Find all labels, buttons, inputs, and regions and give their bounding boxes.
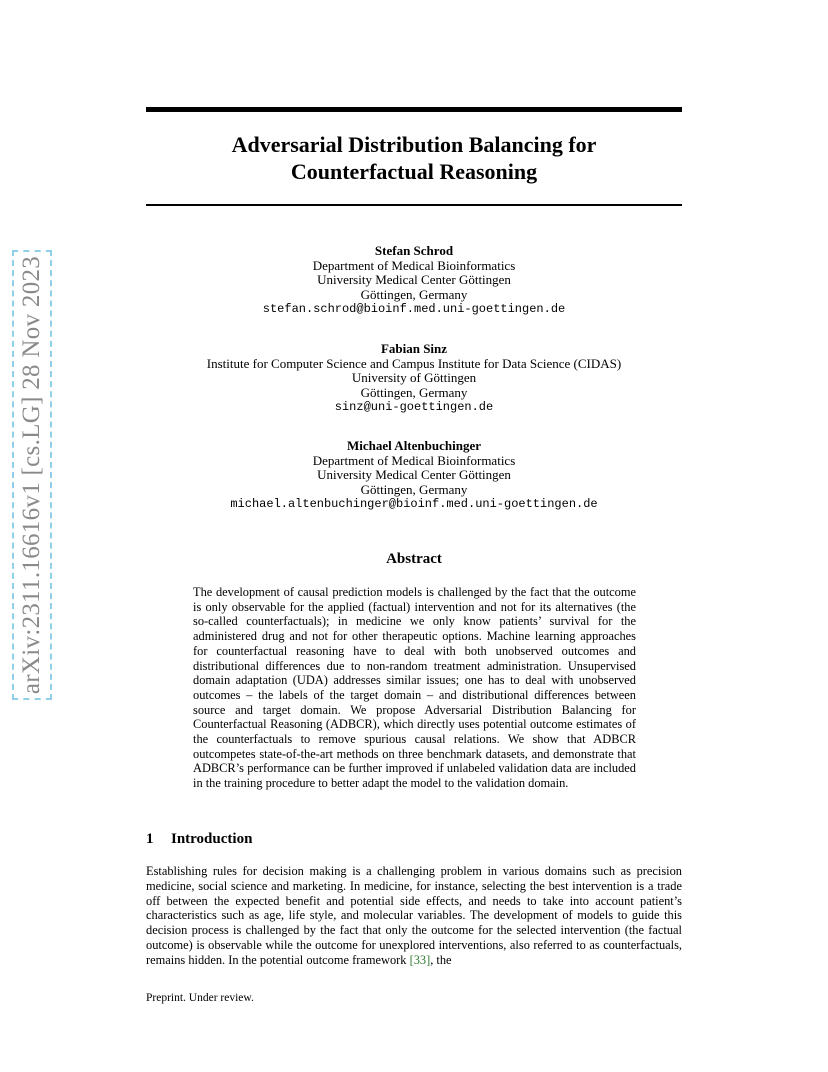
title-rule-bottom (146, 204, 682, 206)
author-affiliation: University of Göttingen (351, 370, 477, 386)
abstract-heading: Abstract (386, 551, 442, 567)
introduction-text (146, 864, 682, 968)
author-affiliation: Department of Medical Bioinformatics (312, 257, 516, 273)
introduction-paragraph: Establishing rules for decision making is a challenging problem in various domains such as precision medicine, social science and marketing. In medicine, for instance, selecting the best intervention is a trade off between the expected benefit and potential side effects, and needs to take into account patient’s characteristics such as age, life style, and molecular variables. The development of models to guide this decision process is challenged by the fact that only the outcome for the selected intervention (the factual outcome) is observable while the outcome for unexplored interventions, also referred to as counterfactuals, remains hidden. In the potential outcome framework (146, 864, 682, 967)
author-name: Fabian Sinz (380, 341, 448, 356)
title-rule-top (146, 107, 682, 112)
author-block (146, 439, 682, 512)
author-affiliation: University Medical Center Göttingen (317, 272, 511, 288)
arxiv-stamp (12, 250, 52, 700)
citation-link[interactable]: [33] (409, 952, 431, 967)
author-affiliation: Department of Medical Bioinformatics (312, 452, 516, 468)
title-line-2: Counterfactual Reasoning (290, 159, 538, 184)
title-line-1: Adversarial Distribution Balancing for (231, 132, 597, 157)
author-block (146, 342, 682, 415)
author-email[interactable]: michael.altenbuchinger@bioinf.med.uni-goettingen.de (230, 497, 598, 512)
author-affiliation: Institute for Computer Science and Campus Institute for Data Science (CIDAS) (206, 355, 622, 371)
introduction-paragraph-tail: , the (430, 952, 452, 967)
author-name: Stefan Schrod (374, 243, 454, 258)
arxiv-stamp-text: arXiv:2311.16616v1 [cs.LG] 28 Nov 2023 (18, 255, 45, 695)
author-name: Michael Altenbuchinger (347, 438, 481, 453)
author-block (146, 244, 682, 317)
author-affiliation: Göttingen, Germany (360, 481, 468, 497)
author-affiliation: Göttingen, Germany (360, 286, 468, 302)
author-affiliation: University Medical Center Göttingen (317, 467, 511, 483)
author-email[interactable]: stefan.schrod@bioinf.med.uni-goettingen.de (262, 302, 566, 317)
section-number: 1 (146, 831, 154, 847)
author-email[interactable]: sinz@uni-goettingen.de (334, 400, 494, 415)
section-title: Introduction (171, 831, 253, 847)
author-affiliation: Göttingen, Germany (360, 384, 468, 400)
footer-note: Preprint. Under review. (146, 992, 254, 1004)
section-heading (146, 831, 252, 848)
abstract-text: The development of causal prediction models is challenged by the fact that the outcome is only observable for the applied (factual) intervention and not for its alternatives (the so-called counterfactuals); in medicine we only know patients’ survival for the administered drug and not for other therapeutic options. Machine learning approaches for counterfactual reasoning have to deal with both unobserved outcomes and distributional differences due to non-random treatment administration. Unsupervised domain adaptation (UDA) addresses similar issues; one has to deal with unobserved outcomes – the labels of the target domain – and distributional differences between source and target domain. We propose Adversarial Distribution Balancing for Counterfactual Reasoning (ADBCR), which directly uses potential outcome estimates of the counterfactuals to remove spurious causal relations. We show that ADBCR outcompetes state-of-the-art methods on three benchmark datasets, and demonstrate that ADBCR’s performance can be further improved if unlabeled validation data are included in the training procedure to better adapt the model to the validation domain. (193, 585, 636, 791)
paper-title (146, 131, 682, 185)
